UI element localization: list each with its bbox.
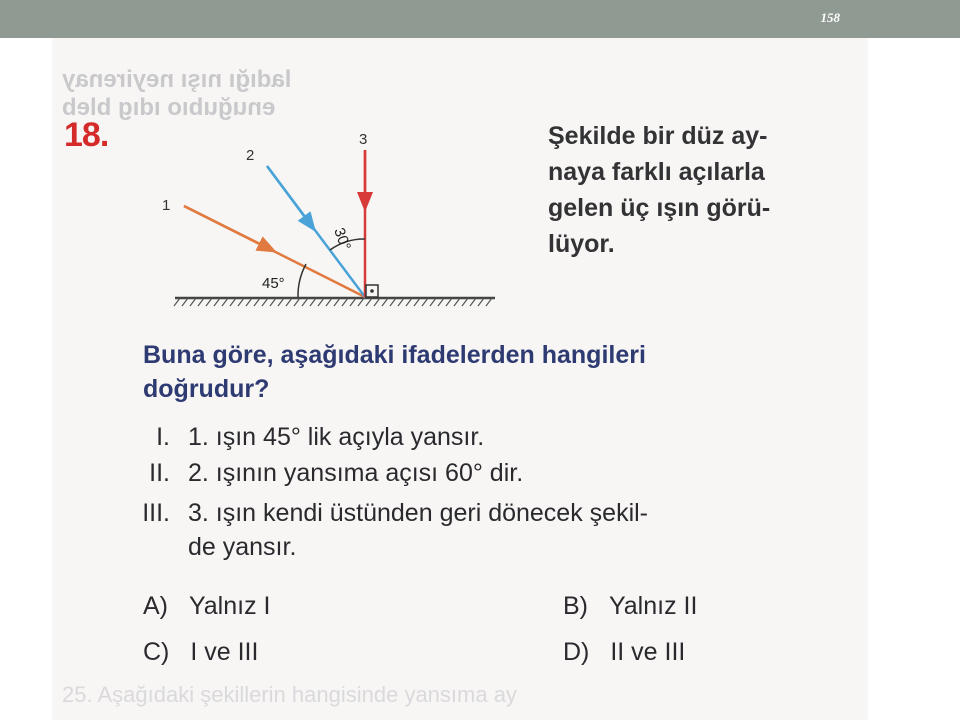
ray-1-label: 1 (162, 197, 171, 214)
intro-line: gelen üç ışın görü- (548, 194, 771, 222)
statement-text: 1. ışın 45° lik açıyla yansır. (188, 423, 485, 451)
question-number: 18. (64, 116, 109, 154)
intro-line: lüyor. (548, 230, 615, 258)
ray-2-label: 2 (246, 147, 255, 164)
right-angle-marker-icon (366, 285, 378, 297)
statement-text: 3. ışın kendi üstünden geri dönecek şekil- (188, 499, 648, 527)
ray-2-arrow (267, 166, 310, 224)
intro-line: Şekilde bir düz ay- (548, 122, 768, 150)
choice-d[interactable] (563, 638, 685, 667)
ray-3-label: 3 (359, 131, 368, 148)
bleed-through-line: 25. Aşağıdaki şekillerin hangisinde yansıma ay (62, 682, 517, 707)
choice-text: Yalnız II (608, 592, 698, 620)
angle-label-45: 45° (262, 275, 285, 292)
statement-text: de yansır. (188, 533, 297, 561)
choice-label: A) (143, 592, 168, 620)
choice-label: B) (563, 592, 588, 620)
choice-text: II ve III (610, 638, 686, 666)
choice-a[interactable] (143, 592, 270, 621)
choice-b[interactable] (563, 592, 697, 621)
angle-label-30: 30° (330, 225, 354, 253)
bleed-through-line: ladığı nışı neyirenay (62, 66, 292, 93)
statement-roman: I. (156, 423, 170, 451)
statement-roman: III. (142, 499, 170, 527)
statement-roman: II. (149, 459, 170, 487)
choice-c[interactable] (143, 638, 258, 667)
slide-top-bar (0, 0, 960, 38)
prompt-line: doğrudur? (143, 375, 270, 403)
bleed-through-line: enuğubıo ıdıg bleb (62, 94, 276, 121)
angle-arc-45 (298, 264, 306, 297)
question-intro (548, 118, 878, 262)
question-prompt (143, 338, 883, 406)
choice-label: D) (563, 638, 590, 666)
choice-label: C) (143, 638, 170, 666)
choice-text: I ve III (190, 638, 259, 666)
statement-text: 2. ışının yansıma açısı 60° dir. (188, 459, 524, 487)
ray-1-arrow (184, 206, 268, 248)
slide-number: 158 (820, 10, 840, 25)
prompt-line: Buna göre, aşağıdaki ifadelerden hangileri (143, 341, 646, 369)
intro-line: naya farklı açılarla (548, 158, 765, 186)
mirror-reflection-diagram (162, 130, 510, 320)
choice-text: Yalnız I (188, 592, 271, 620)
mirror-surface (174, 298, 495, 306)
